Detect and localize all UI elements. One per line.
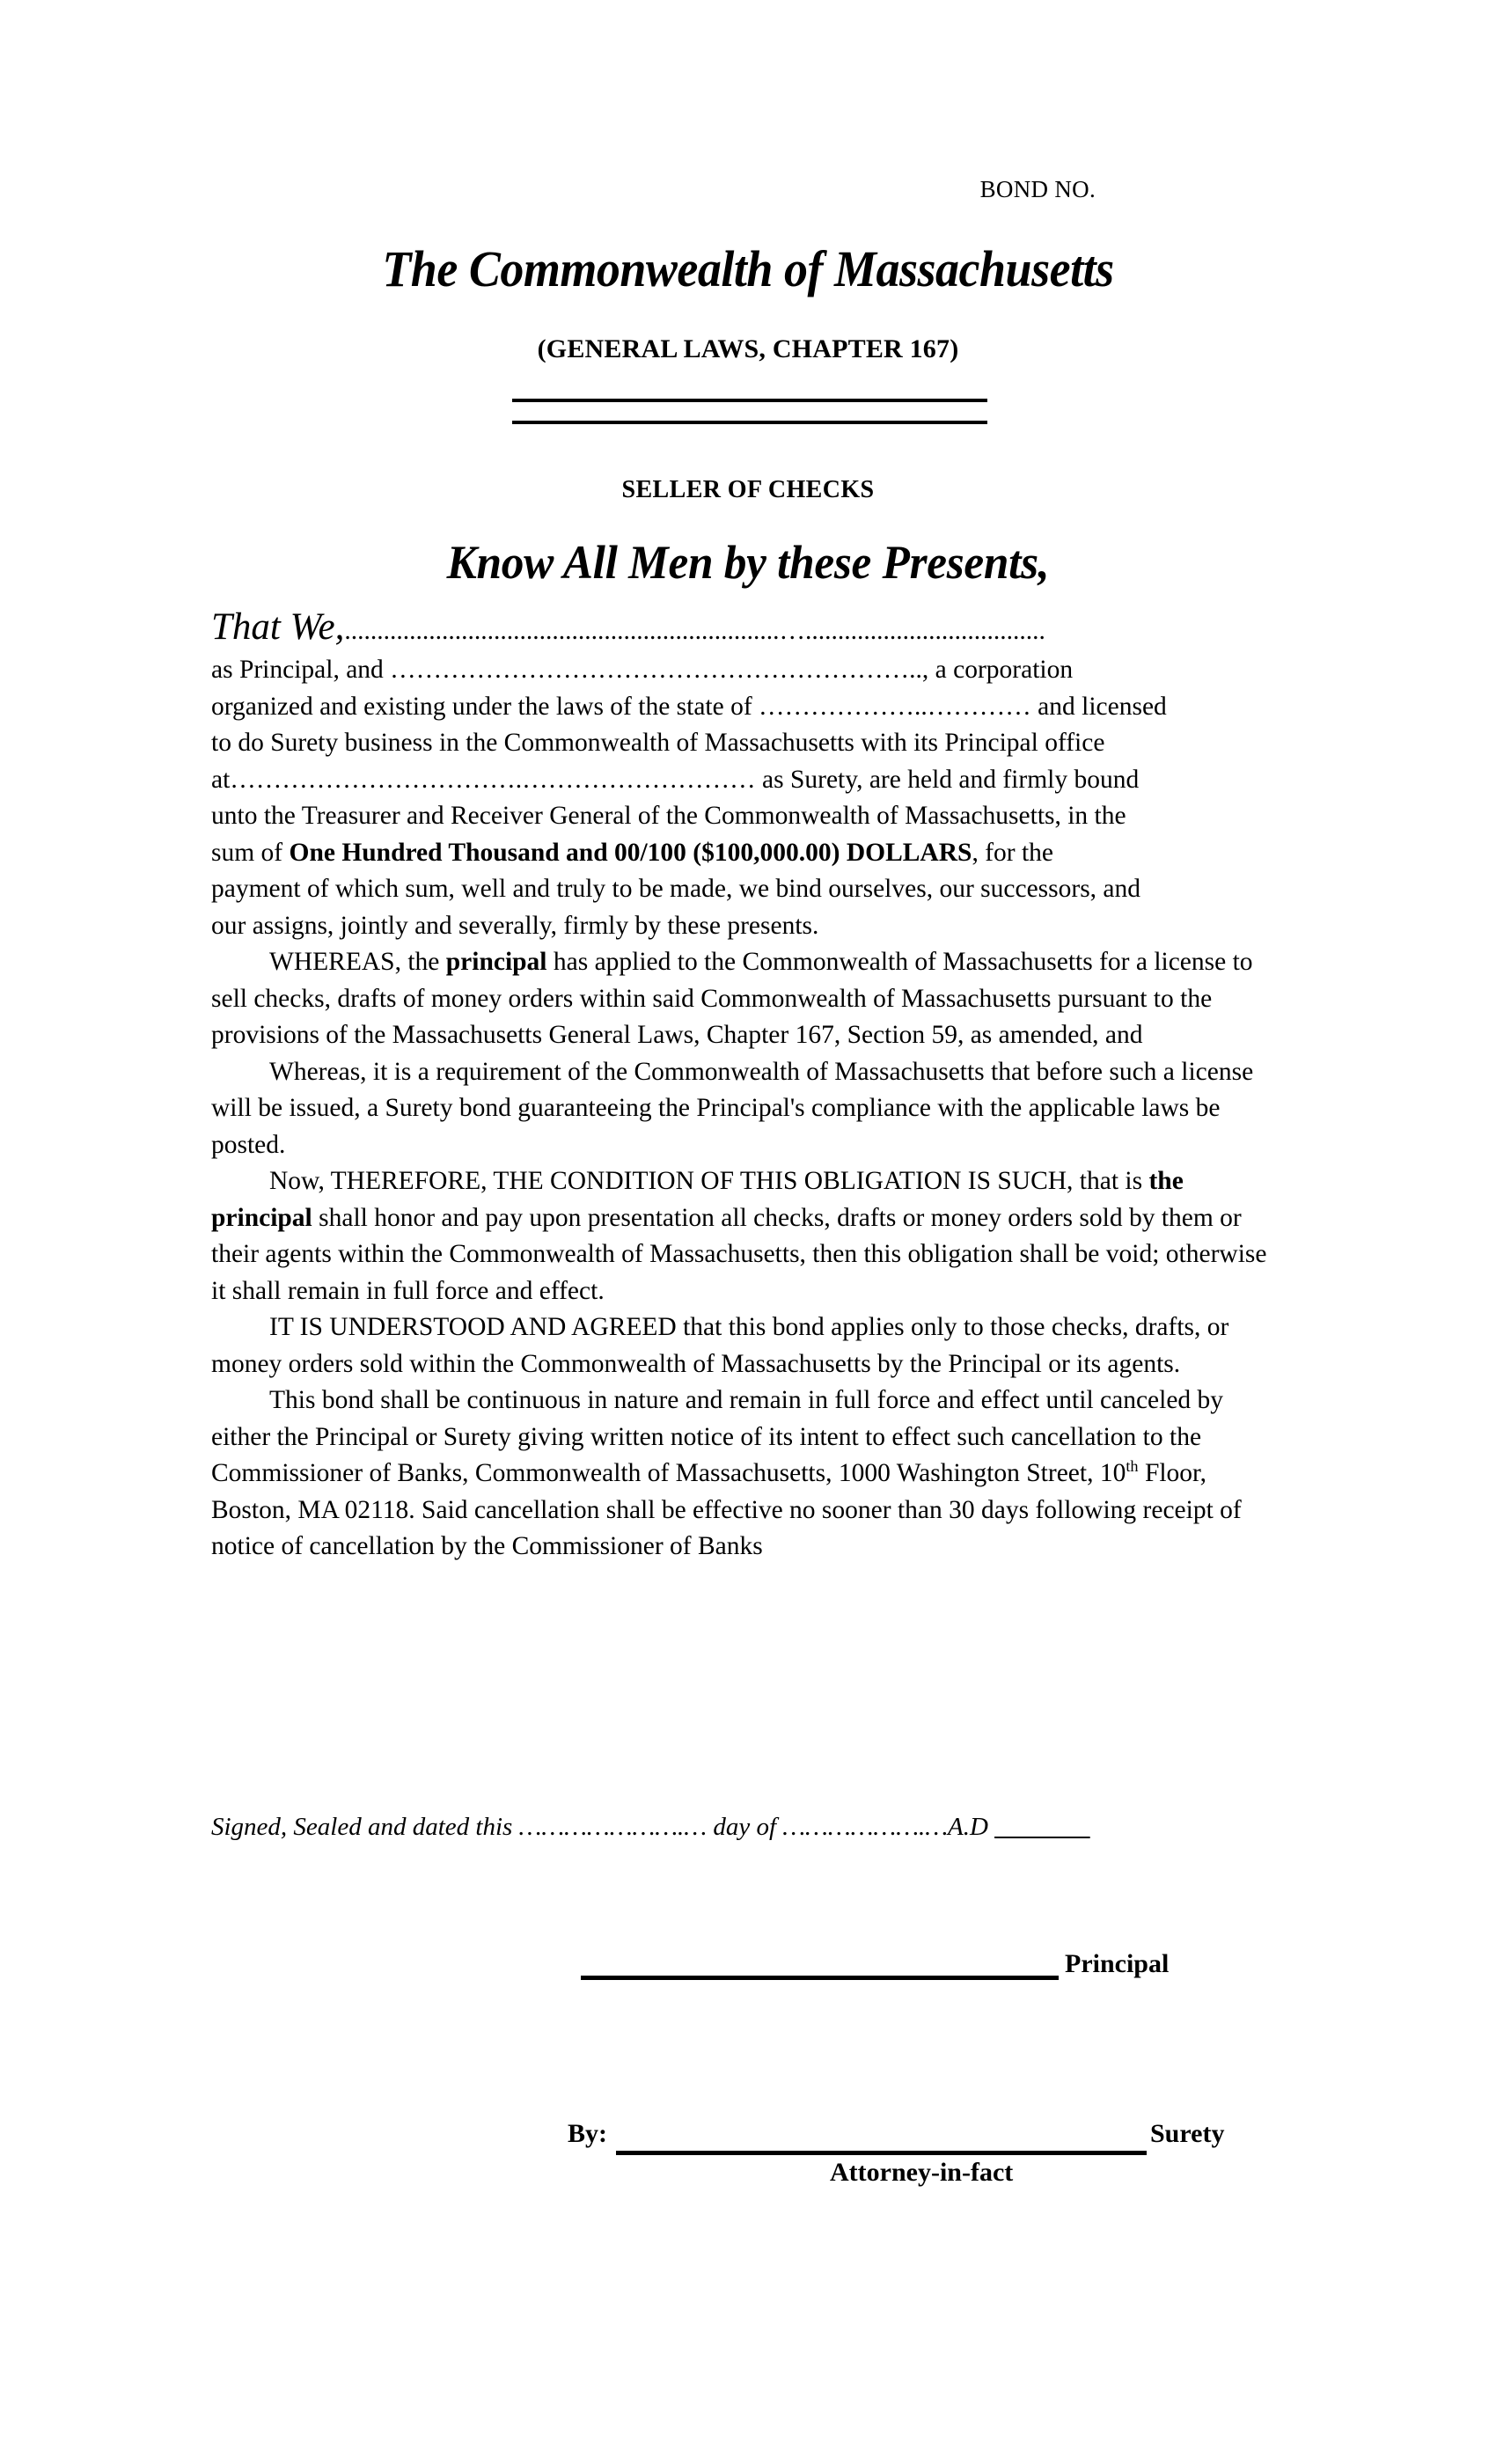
surety-signature-line[interactable] [616,2151,1147,2155]
sum-prefix: sum of [211,838,290,867]
know-all-men-heading: Know All Men by these Presents, [446,536,1050,589]
whereas-1-rest: has applied to the Commonwealth of Massachusetts for a license to sell checks, drafts of money orders within said Commonwealth of Massachusetts pursuant to the provisions of the Massachusetts General Laws, Chapter 167, Section 59, as amended, and [211,948,1253,1049]
document-subtitle: (GENERAL LAWS, CHAPTER 167) [537,334,959,363]
therefore-prefix: Now, THEREFORE, THE CONDITION OF THIS OBLIGATION IS SUCH, that is [269,1167,1149,1195]
bond-number-label: BOND NO. [979,176,1096,202]
that-we-leader-dots: ...................................................................…..................................... [344,617,1045,645]
therefore-paragraph [211,1163,1276,1309]
therefore-principal-bold: the principal [211,1167,1184,1232]
principal-signature-block [581,1949,1285,1988]
year-blank-field[interactable]: _______ [994,1813,1090,1841]
payment-line: payment of which sum, well and truly to be made, we bind ourselves, our successors, and [211,875,1141,903]
surety-signature-block [568,2119,1289,2189]
surety-business-line: to do Surety business in the Commonwealth of Massachusetts with its Principal office [211,729,1105,757]
whereas-1-principal-bold: principal [445,948,547,976]
ordinal-superscript: th [1126,1457,1139,1476]
whereas-paragraph-1 [211,944,1276,1054]
principal-signature-line[interactable] [581,1976,1059,1980]
organized-state-line: organized and existing under the laws of the state of ………………..………… and licensed [211,692,1167,721]
attorney-in-fact-label: Attorney-in-fact [830,2158,1014,2187]
surety-address-line: at…………………………….……………………… as Surety, are held and firmly bound [211,765,1140,794]
section-label-seller-of-checks: SELLER OF CHECKS [621,476,875,503]
bond-body-text [211,607,1276,1566]
understood-and-agreed-paragraph: IT IS UNDERSTOOD AND AGREED that this bond applies only to those checks, drafts, or money orders sold within the Commonwealth of Massachusetts by the Principal or its agents. [211,1313,1229,1378]
header-divider-bottom [512,421,987,424]
treasurer-line: unto the Treasurer and Receiver General of the Commonwealth of Massachusetts, in the [211,802,1126,830]
that-we-label: That We, [211,607,345,648]
surety-signature-label: Surety [1150,2119,1225,2148]
therefore-rest: shall honor and pay upon presentation all checks, drafts or money orders sold by them or their agents within the Commonwealth of Massachusetts, then this obligation shall be void; otherwise it shall remain in full force and effect. [211,1203,1267,1305]
signed-sealed-text: Signed, Sealed and dated this ………………….… day of ……………….…A.D [211,1813,995,1841]
by-label: By: [568,2119,607,2148]
penal-sum-line [211,835,1276,872]
sum-suffix: , for the [972,838,1054,867]
principal-and-line: as Principal, and …………………………………………………….., a corporation [211,656,1074,684]
principal-signature-label: Principal [1065,1949,1170,1978]
whereas-paragraph-2: Whereas, it is a requirement of the Commonwealth of Massachusetts that before such a license will be issued, a Surety bond guaranteeing the Principal's compliance with the applicable laws be posted. [211,1057,1254,1159]
signed-sealed-dated-line [211,1813,1276,1842]
whereas-1-prefix: WHEREAS, the [269,948,446,976]
penal-sum-amount: One Hundred Thousand and 00/100 ($100,000.00) DOLLARS [289,838,972,867]
continuous-bond-paragraph [211,1382,1276,1566]
that-we-line [211,607,1276,651]
header-divider-top [512,399,987,402]
continuous-prefix: This bond shall be continuous in nature and remain in full force and effect until canceled by either the Principal or Surety giving written notice of its intent to effect such cancellation to the Commissioner of Banks, Commonwealth of Massachusetts, 1000 Washington Street, 10 [211,1386,1224,1487]
assigns-line: our assigns, jointly and severally, firmly by these presents. [211,911,819,940]
continuous-rest: Floor, Boston, MA 02118. Said cancellation shall be effective no sooner than 30 days following receipt of notice of cancellation by the Commissioner of Banks [211,1459,1242,1560]
page-title: The Commonwealth of Massachusetts [382,240,1114,297]
